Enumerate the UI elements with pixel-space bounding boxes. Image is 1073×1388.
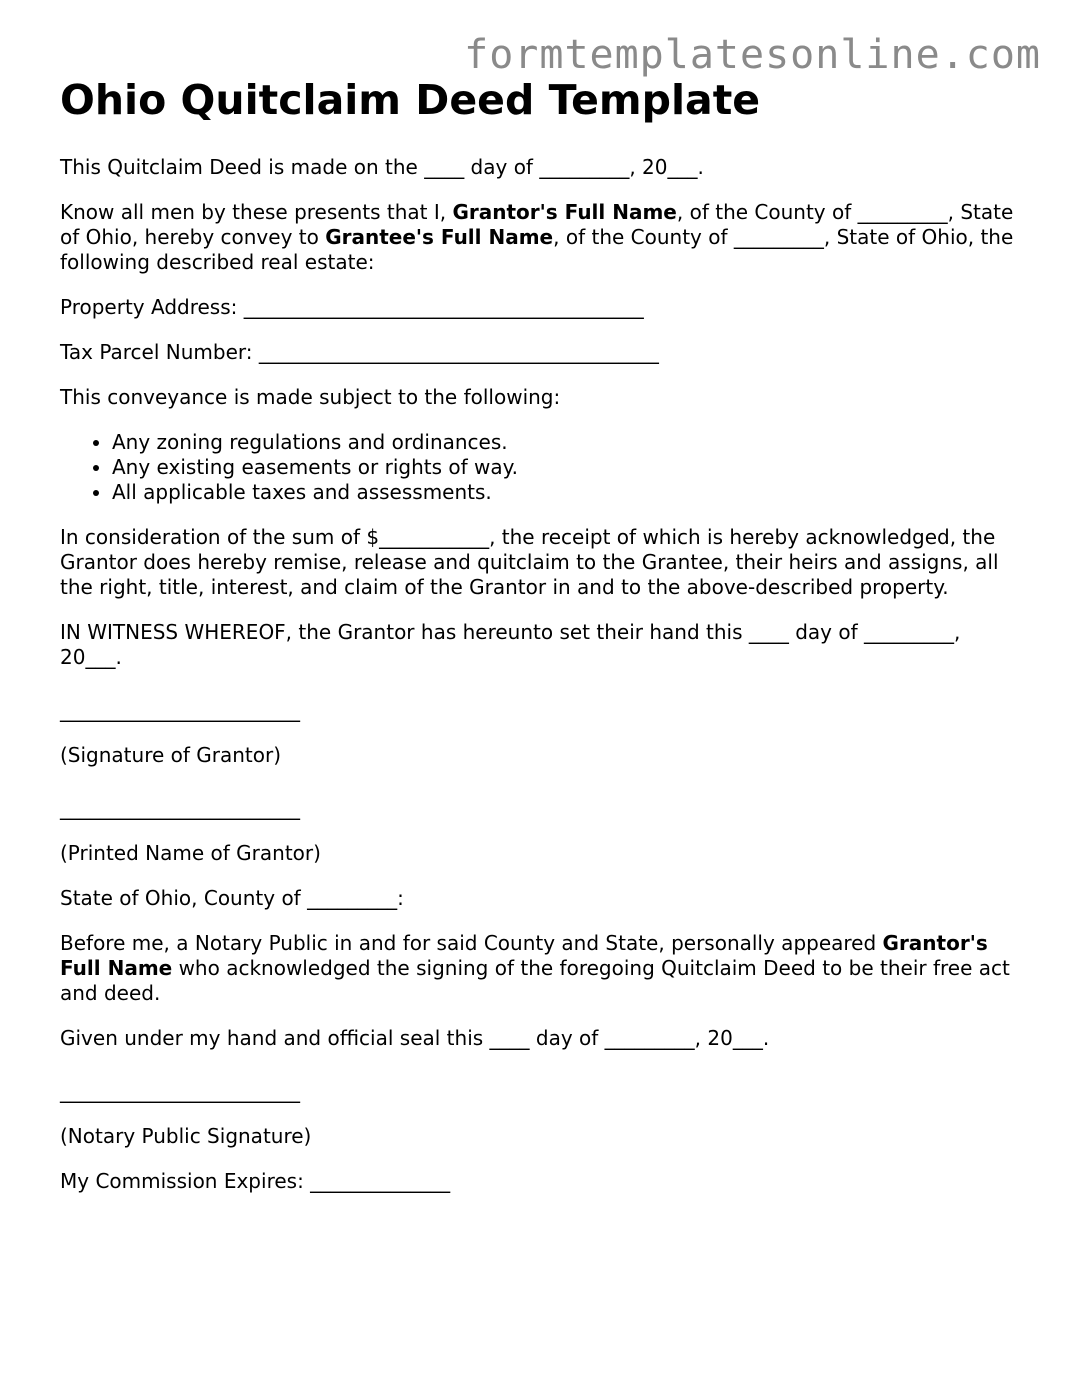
conveyance-paragraph [60, 200, 1020, 275]
given-under-paragraph: Given under my hand and official seal this ____ day of _________, 20___. [60, 1026, 770, 1051]
grantor-name-placeholder: Grantor's Full Name [452, 200, 677, 225]
grantor-printed-name-line: ________________________ [60, 796, 300, 821]
notary-text-1: Before me, a Notary Public in and for said County and State, personally appeared [60, 931, 883, 956]
list-item: • Any zoning regulations and ordinances. [112, 430, 1020, 455]
grantor-signature-label: (Signature of Grantor) [60, 743, 282, 768]
state-county-line: State of Ohio, County of _________: [60, 886, 404, 911]
notary-signature-label: (Notary Public Signature) [60, 1124, 312, 1149]
witness-paragraph: IN WITNESS WHEREOF, the Grantor has hereunto set their hand this ____ day of _________, 20___. [60, 620, 961, 670]
notary-text-2: who acknowledged the signing of the foregoing Quitclaim Deed to be their free act and deed. [60, 956, 1010, 1006]
notary-signature-line: ________________________ [60, 1079, 300, 1104]
conveyance-text-2: , of the County of _________, State of Ohio, hereby convey to [60, 200, 1014, 250]
subject-intro: This conveyance is made subject to the following: [60, 385, 561, 410]
property-address-field: Property Address: ________________________________________ [60, 295, 644, 320]
list-item: • All applicable taxes and assessments. [112, 480, 1020, 505]
page-title: Ohio Quitclaim Deed Template [60, 76, 761, 124]
grantor-signature-line: ________________________ [60, 698, 300, 723]
conveyance-text-3: , of the County of _________, State of Ohio, the following described real estate: [60, 225, 1014, 275]
commission-expires-field: My Commission Expires: ______________ [60, 1169, 451, 1194]
tax-parcel-field: Tax Parcel Number: ________________________________________ [60, 340, 659, 365]
document-body [60, 74, 1020, 1214]
intro-paragraph: This Quitclaim Deed is made on the ____ day of _________, 20___. [60, 155, 704, 180]
watermark-text: formtemplatesonline.com [464, 32, 1041, 78]
notary-grantor-placeholder: Grantor's Full Name [60, 931, 988, 981]
conveyance-text-1: Know all men by these presents that I, [60, 200, 453, 225]
list-item: • Any existing easements or rights of way. [112, 455, 1020, 480]
notary-paragraph [60, 931, 1020, 1006]
grantee-name-placeholder: Grantee's Full Name [325, 225, 554, 250]
grantor-printed-name-label: (Printed Name of Grantor) [60, 841, 321, 866]
subject-list [60, 430, 1020, 505]
consideration-paragraph: In consideration of the sum of $___________, the receipt of which is hereby acknowledged, the Grantor does hereby remise, release and quitclaim to the Grantee, their heirs and assigns, all the right, title, interest, and claim of the Grantor in and to the above-described property. [60, 525, 999, 600]
